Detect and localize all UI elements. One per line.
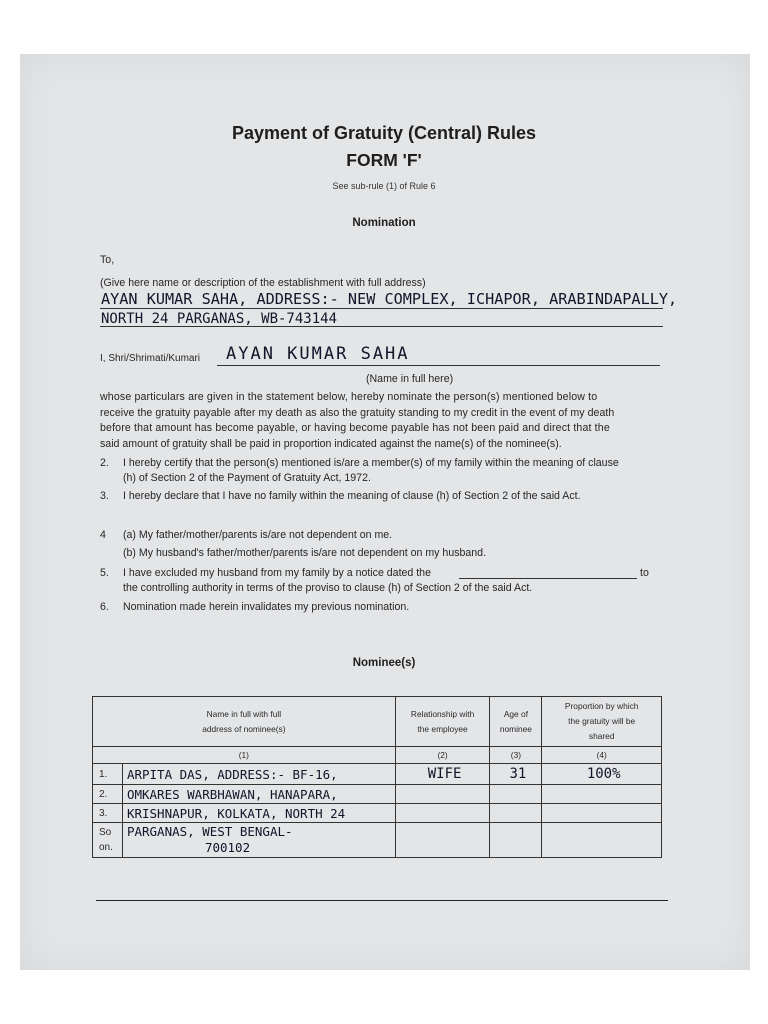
- col3-line-1: Age of: [503, 708, 529, 719]
- relationship-value[interactable]: WIFE: [395, 764, 490, 785]
- col1-line-2: address of nominee(s): [202, 723, 286, 734]
- nominee-table: [92, 696, 662, 858]
- declarant-prefix: I, Shri/Shrimati/Kumari: [100, 353, 201, 364]
- address-line-4: PARGANAS, WEST BENGAL-: [126, 824, 293, 839]
- form-title: Payment of Gratuity (Central) Rules: [231, 123, 537, 143]
- column-number-row: [93, 747, 662, 764]
- form-number: FORM 'F': [346, 150, 422, 170]
- paragraph-line-4: said amount of gratuity shall be paid in proportion indicated against the name(s) of the nominee(s).: [100, 437, 562, 450]
- age-cell[interactable]: [490, 785, 542, 804]
- clause-6-number: 6.: [100, 601, 109, 613]
- declarant-name[interactable]: AYAN KUMAR SAHA: [226, 344, 410, 364]
- paragraph-line-2: receive the gratuity payable after my death as also the gratuity standing to my credit in the event of my death: [100, 406, 615, 419]
- column-number-3: (3): [490, 747, 542, 764]
- age-cell[interactable]: [490, 804, 542, 823]
- nominee-name-address-line[interactable]: [122, 823, 395, 858]
- nominee-name-address-line[interactable]: KRISHNAPUR, KOLKATA, NORTH 24: [122, 804, 395, 823]
- row-serial: [93, 823, 123, 858]
- section-heading: Nomination: [352, 217, 416, 229]
- paragraph-line-1: whose particulars are given in the statement below, hereby nominate the person(s) mentioned below to: [100, 391, 598, 403]
- column-number-4: (4): [542, 747, 662, 764]
- col-header-name-address: [93, 697, 396, 747]
- proportion-cell[interactable]: [542, 804, 662, 823]
- paragraph-line-3: before that amount has become payable, or having become payable has not been paid and direct that the: [100, 422, 610, 434]
- clause-3-line-1: I hereby declare that I have no family within the meaning of clause (h) of Section 2 of the said Act.: [123, 490, 581, 502]
- address-pincode: 700102: [204, 840, 251, 855]
- table-row: [93, 804, 662, 823]
- age-cell[interactable]: [490, 823, 542, 858]
- clause-2-line-2: (h) of Section 2 of the Payment of Gratuity Act, 1972.: [123, 472, 371, 484]
- clause-5-line-2: the controlling authority in terms of the proviso to clause (h) of Section 2 of the said Act.: [123, 582, 533, 594]
- col-header-relationship: [395, 697, 490, 747]
- clause-4-number: 4: [100, 529, 106, 541]
- relationship-cell[interactable]: [395, 785, 490, 804]
- clause-4a: (a) My father/mother/parents is/are not dependent on me.: [123, 529, 393, 541]
- col2-line-1: Relationship with: [410, 708, 475, 719]
- col-header-proportion: [542, 697, 662, 747]
- row-serial: 2.: [93, 785, 123, 804]
- col2-line-2: the employee: [417, 723, 468, 734]
- table-header-row: [93, 697, 662, 747]
- clause-2-line-1: I hereby certify that the person(s) mentioned is/are a member(s) of my family within the meaning of clause: [123, 457, 619, 469]
- establishment-address-line2[interactable]: NORTH 24 PARGANAS, WB-743144: [101, 311, 338, 327]
- clause-4b: (b) My husband's father/mother/parents is/are not dependent on my husband.: [123, 547, 487, 559]
- sub-rule-reference: See sub-rule (1) of Rule 6: [332, 181, 436, 191]
- signature-rule: [96, 900, 668, 901]
- age-value[interactable]: 31: [490, 764, 542, 785]
- table-row: [93, 823, 662, 858]
- col4-line-3: shared: [588, 731, 615, 741]
- row-serial-line-1: So: [99, 827, 112, 838]
- address-underline-2: [100, 326, 663, 327]
- col4-line-2: the gratuity will be: [568, 716, 636, 726]
- clause-3-number: 3.: [100, 490, 109, 502]
- proportion-value[interactable]: 100%: [542, 764, 662, 785]
- column-number-2: (2): [395, 747, 490, 764]
- row-serial-line-2: on.: [99, 842, 113, 853]
- clause-6-line-1: Nomination made herein invalidates my previous nomination.: [123, 601, 410, 613]
- proportion-cell[interactable]: [542, 785, 662, 804]
- declarant-name-underline: [217, 365, 660, 366]
- clause-5-number: 5.: [100, 567, 109, 579]
- table-row: [93, 764, 662, 785]
- establishment-address-line1[interactable]: AYAN KUMAR SAHA, ADDRESS:- NEW COMPLEX, ICHAPOR, ARABINDAPALLY,: [101, 290, 678, 308]
- row-serial: 1.: [93, 764, 123, 785]
- nominee-name-address-line[interactable]: OMKARES WARBHAWAN, HANAPARA,: [122, 785, 395, 804]
- col4-line-1: Proportion by which: [564, 701, 639, 711]
- relationship-cell[interactable]: [395, 804, 490, 823]
- address-underline-1: [100, 308, 663, 309]
- nomination-paragraph: [100, 390, 670, 452]
- table-row: [93, 785, 662, 804]
- name-caption: (Name in full here): [366, 373, 454, 385]
- col1-line-1: Name in full with full: [206, 708, 282, 719]
- clause-5-to: to: [640, 567, 649, 579]
- proportion-cell[interactable]: [542, 823, 662, 858]
- establishment-instruction: (Give here name or description of the establishment with full address): [100, 277, 426, 289]
- col3-line-2: nominee: [499, 723, 532, 734]
- nominees-heading: Nominee(s): [352, 657, 416, 669]
- relationship-cell[interactable]: [395, 823, 490, 858]
- nominee-name-address-line[interactable]: ARPITA DAS, ADDRESS:- BF-16,: [122, 764, 395, 785]
- clause-5-line-1: I have excluded my husband from my family by a notice dated the: [123, 567, 431, 579]
- clause-2-number: 2.: [100, 457, 109, 469]
- column-number-1: (1): [93, 747, 396, 764]
- notice-date-blank[interactable]: [459, 578, 637, 579]
- row-serial: 3.: [93, 804, 123, 823]
- col-header-age: [490, 697, 542, 747]
- to-label: To,: [100, 254, 115, 266]
